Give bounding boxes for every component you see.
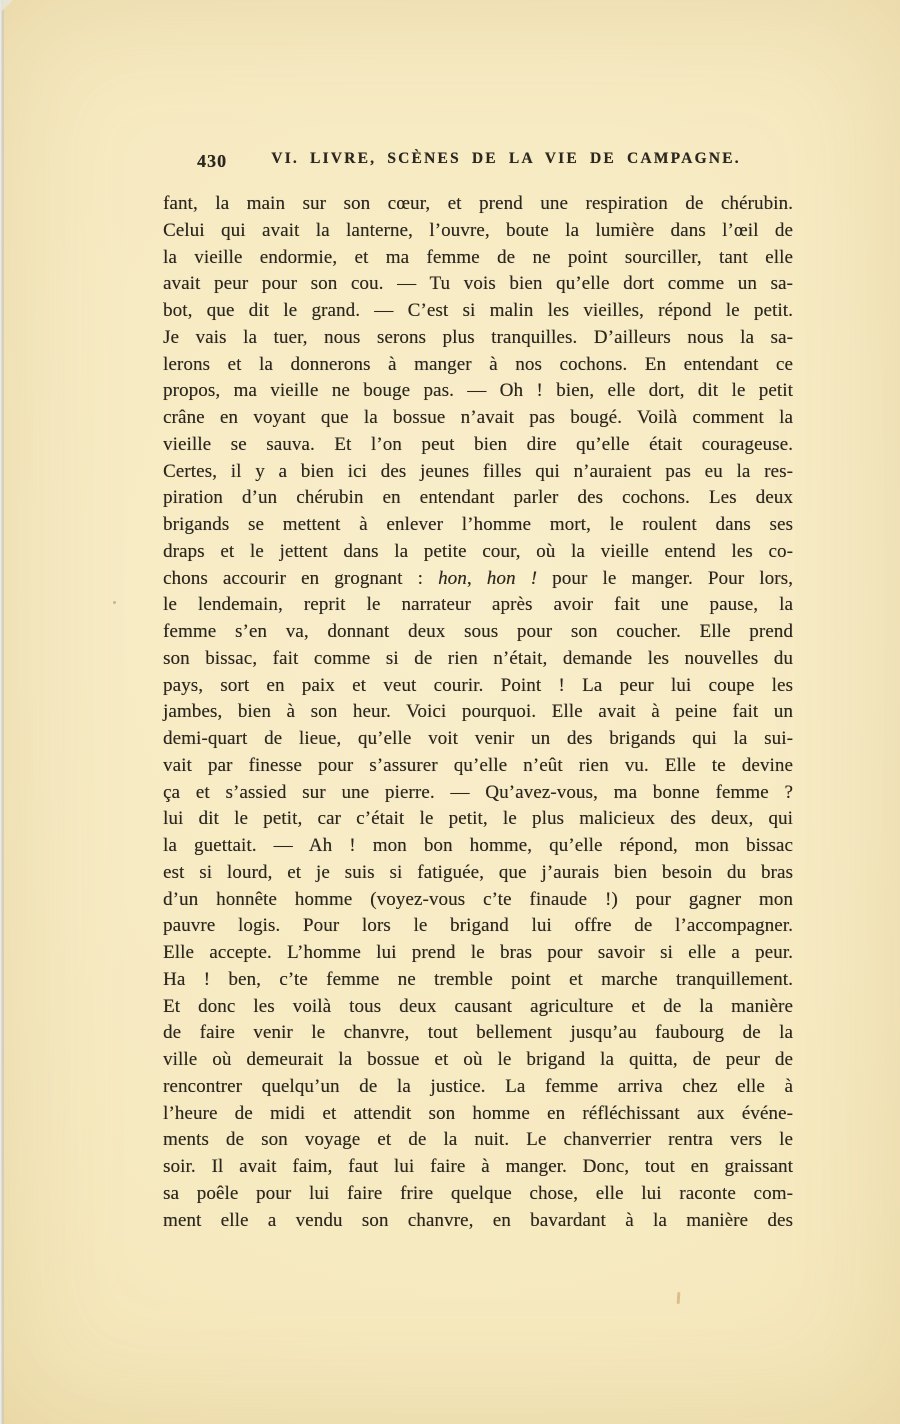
italic-text: hon ! — [486, 567, 538, 589]
text-segment: piration d’un chérubin en entendant parler des cochons. Les deux — [163, 487, 793, 509]
text-line — [163, 1154, 793, 1181]
text-segment: lerons et la donnerons à manger à nos cochons. En entendant ce — [163, 353, 793, 375]
text-segment: son bissac, fait comme si de rien n’était, demande les nouvelles du — [163, 647, 793, 669]
text-line — [163, 218, 793, 245]
text-line — [163, 485, 793, 512]
text-line — [163, 325, 793, 352]
text-segment: Certes, il y a bien ici des jeunes filles qui n’auraient pas eu la res- — [163, 460, 793, 482]
italic-text: hon — [438, 567, 467, 589]
running-head — [163, 150, 793, 178]
page-body — [163, 191, 793, 1234]
text-line — [163, 833, 793, 860]
text-line — [163, 191, 793, 218]
page-corner — [0, 0, 13, 13]
text-line — [163, 1127, 793, 1154]
text-line — [163, 512, 793, 539]
scan-edge — [0, 0, 4, 1424]
text-line — [163, 994, 793, 1021]
text-segment: ment elle a vendu son chanvre, en bavardant à la manière des — [163, 1209, 793, 1231]
text-line — [163, 432, 793, 459]
text-line — [163, 940, 793, 967]
text-line — [163, 459, 793, 486]
text-segment: vieille se sauva. Et l’on peut bien dire qu’elle était courageuse. — [163, 433, 793, 455]
text-segment: ments de son voyage et de la nuit. Le chanverrier rentra vers le — [163, 1129, 793, 1151]
running-title: VI. LIVRE, SCÈNES DE LA VIE DE CAMPAGNE. — [271, 150, 741, 167]
text-segment: pour le manger. Pour lors, — [537, 567, 793, 589]
text-segment: crâne en voyant que la bossue n’avait pas bougé. Voilà comment la — [163, 407, 793, 428]
text-segment: draps et le jettent dans la petite cour, où la vieille entend les co- — [163, 540, 793, 562]
text-segment: Je vais la tuer, nous serons plus tranquilles. D’ailleurs nous la sa- — [163, 326, 793, 348]
text-line — [163, 726, 793, 753]
text-segment: propos, ma vieille ne bouge pas. — Oh ! bien, elle dort, dit le petit — [163, 380, 793, 402]
text-line — [163, 913, 793, 940]
text-segment: d’un honnête homme (voyez-vous c’te finaude !) pour gagner mon — [163, 888, 793, 910]
text-segment: avait peur pour son cou. — Tu vois bien qu’elle dort comme un sa- — [163, 273, 793, 295]
text-line — [163, 566, 793, 593]
text-line — [163, 352, 793, 379]
text-segment: fant, la main sur son cœur, et prend une respiration de chérubin. — [163, 193, 793, 214]
text-segment: Celui qui avait la lanterne, l’ouvre, boute la lumière dans l’œil de — [163, 219, 793, 241]
text-segment: est si lourd, et je suis si fatiguée, que j’aurais bien besoin du bras — [163, 861, 793, 883]
text-line — [163, 592, 793, 619]
text-segment: brigands se mettent à enlever l’homme mort, le roulent dans ses — [163, 514, 793, 535]
text-line — [163, 887, 793, 914]
text-segment: chons accourir en grognant : — [163, 567, 439, 589]
text-line — [163, 378, 793, 405]
text-segment: l’heure de midi et attendit son homme en réfléchissant aux événe- — [163, 1102, 793, 1124]
text-segment: Elle accepte. L’homme lui prend le bras pour savoir si elle a peur. — [163, 942, 793, 963]
text-segment: Et donc les voilà tous deux causant agriculture et de la manière — [163, 995, 793, 1017]
text-line — [163, 298, 793, 325]
text-segment: Ha ! ben, c’te femme ne tremble point et marche tranquillement. — [163, 968, 793, 990]
text-line — [163, 967, 793, 994]
text-line — [163, 699, 793, 726]
text-segment: pays, sort en paix et veut courir. Point ! La peur lui coupe les — [163, 674, 793, 696]
text-segment: vait par finesse pour s’assurer qu’elle n’eût rien vu. Elle te devine — [163, 754, 793, 776]
text-line — [163, 1047, 793, 1074]
text-line — [163, 1101, 793, 1128]
text-segment: , — [466, 567, 487, 589]
text-line — [163, 673, 793, 700]
text-line — [163, 619, 793, 646]
paper-speck — [113, 601, 116, 604]
text-segment: pauvre logis. Pour lors le brigand lui offre de l’accompagner. — [163, 915, 793, 937]
paper-speck — [677, 1292, 681, 1304]
text-line — [163, 539, 793, 566]
text-line — [163, 646, 793, 673]
text-line — [163, 1208, 793, 1235]
text-segment: la vieille endormie, et ma femme de ne point sourciller, tant elle — [163, 246, 793, 268]
text-line — [163, 753, 793, 780]
text-line — [163, 1181, 793, 1208]
text-line — [163, 1074, 793, 1101]
text-segment: ça et s’assied sur une pierre. — Qu’avez-vous, ma bonne femme ? — [163, 781, 793, 803]
text-segment: bot, que dit le grand. — C’est si malin les vieilles, répond le petit. — [163, 300, 793, 321]
text-segment: demi-quart de lieue, qu’elle voit venir un des brigands qui la sui- — [163, 728, 793, 749]
text-line — [163, 1020, 793, 1047]
text-segment: ville où demeurait la bossue et où le brigand la quitta, de peur de — [163, 1049, 793, 1070]
page-number: 430 — [197, 151, 227, 171]
text-line — [163, 806, 793, 833]
text-segment: rencontrer quelqu’un de la justice. La femme arriva chez elle à — [163, 1075, 793, 1097]
text-segment: le lendemain, reprit le narrateur après avoir fait une pause, la — [163, 594, 793, 616]
text-line — [163, 860, 793, 887]
text-segment: soir. Il avait faim, faut lui faire à manger. Donc, tout en graissant — [163, 1156, 793, 1177]
text-segment: lui dit le petit, car c’était le petit, le plus malicieux des deux, qui — [163, 808, 793, 830]
text-line — [163, 271, 793, 298]
text-segment: sa poêle pour lui faire frire quelque chose, elle lui raconte com- — [163, 1182, 793, 1204]
text-line — [163, 245, 793, 272]
text-segment: femme s’en va, donnant deux sous pour son coucher. Elle prend — [163, 621, 793, 642]
text-segment: la guettait. — Ah ! mon bon homme, qu’elle répond, mon bissac — [163, 835, 793, 856]
text-segment: de faire venir le chanvre, tout bellement jusqu’au faubourg de la — [163, 1022, 793, 1044]
text-line — [163, 780, 793, 807]
text-line — [163, 405, 793, 432]
text-segment: jambes, bien à son heur. Voici pourquoi. Elle avait à peine fait un — [163, 701, 793, 723]
